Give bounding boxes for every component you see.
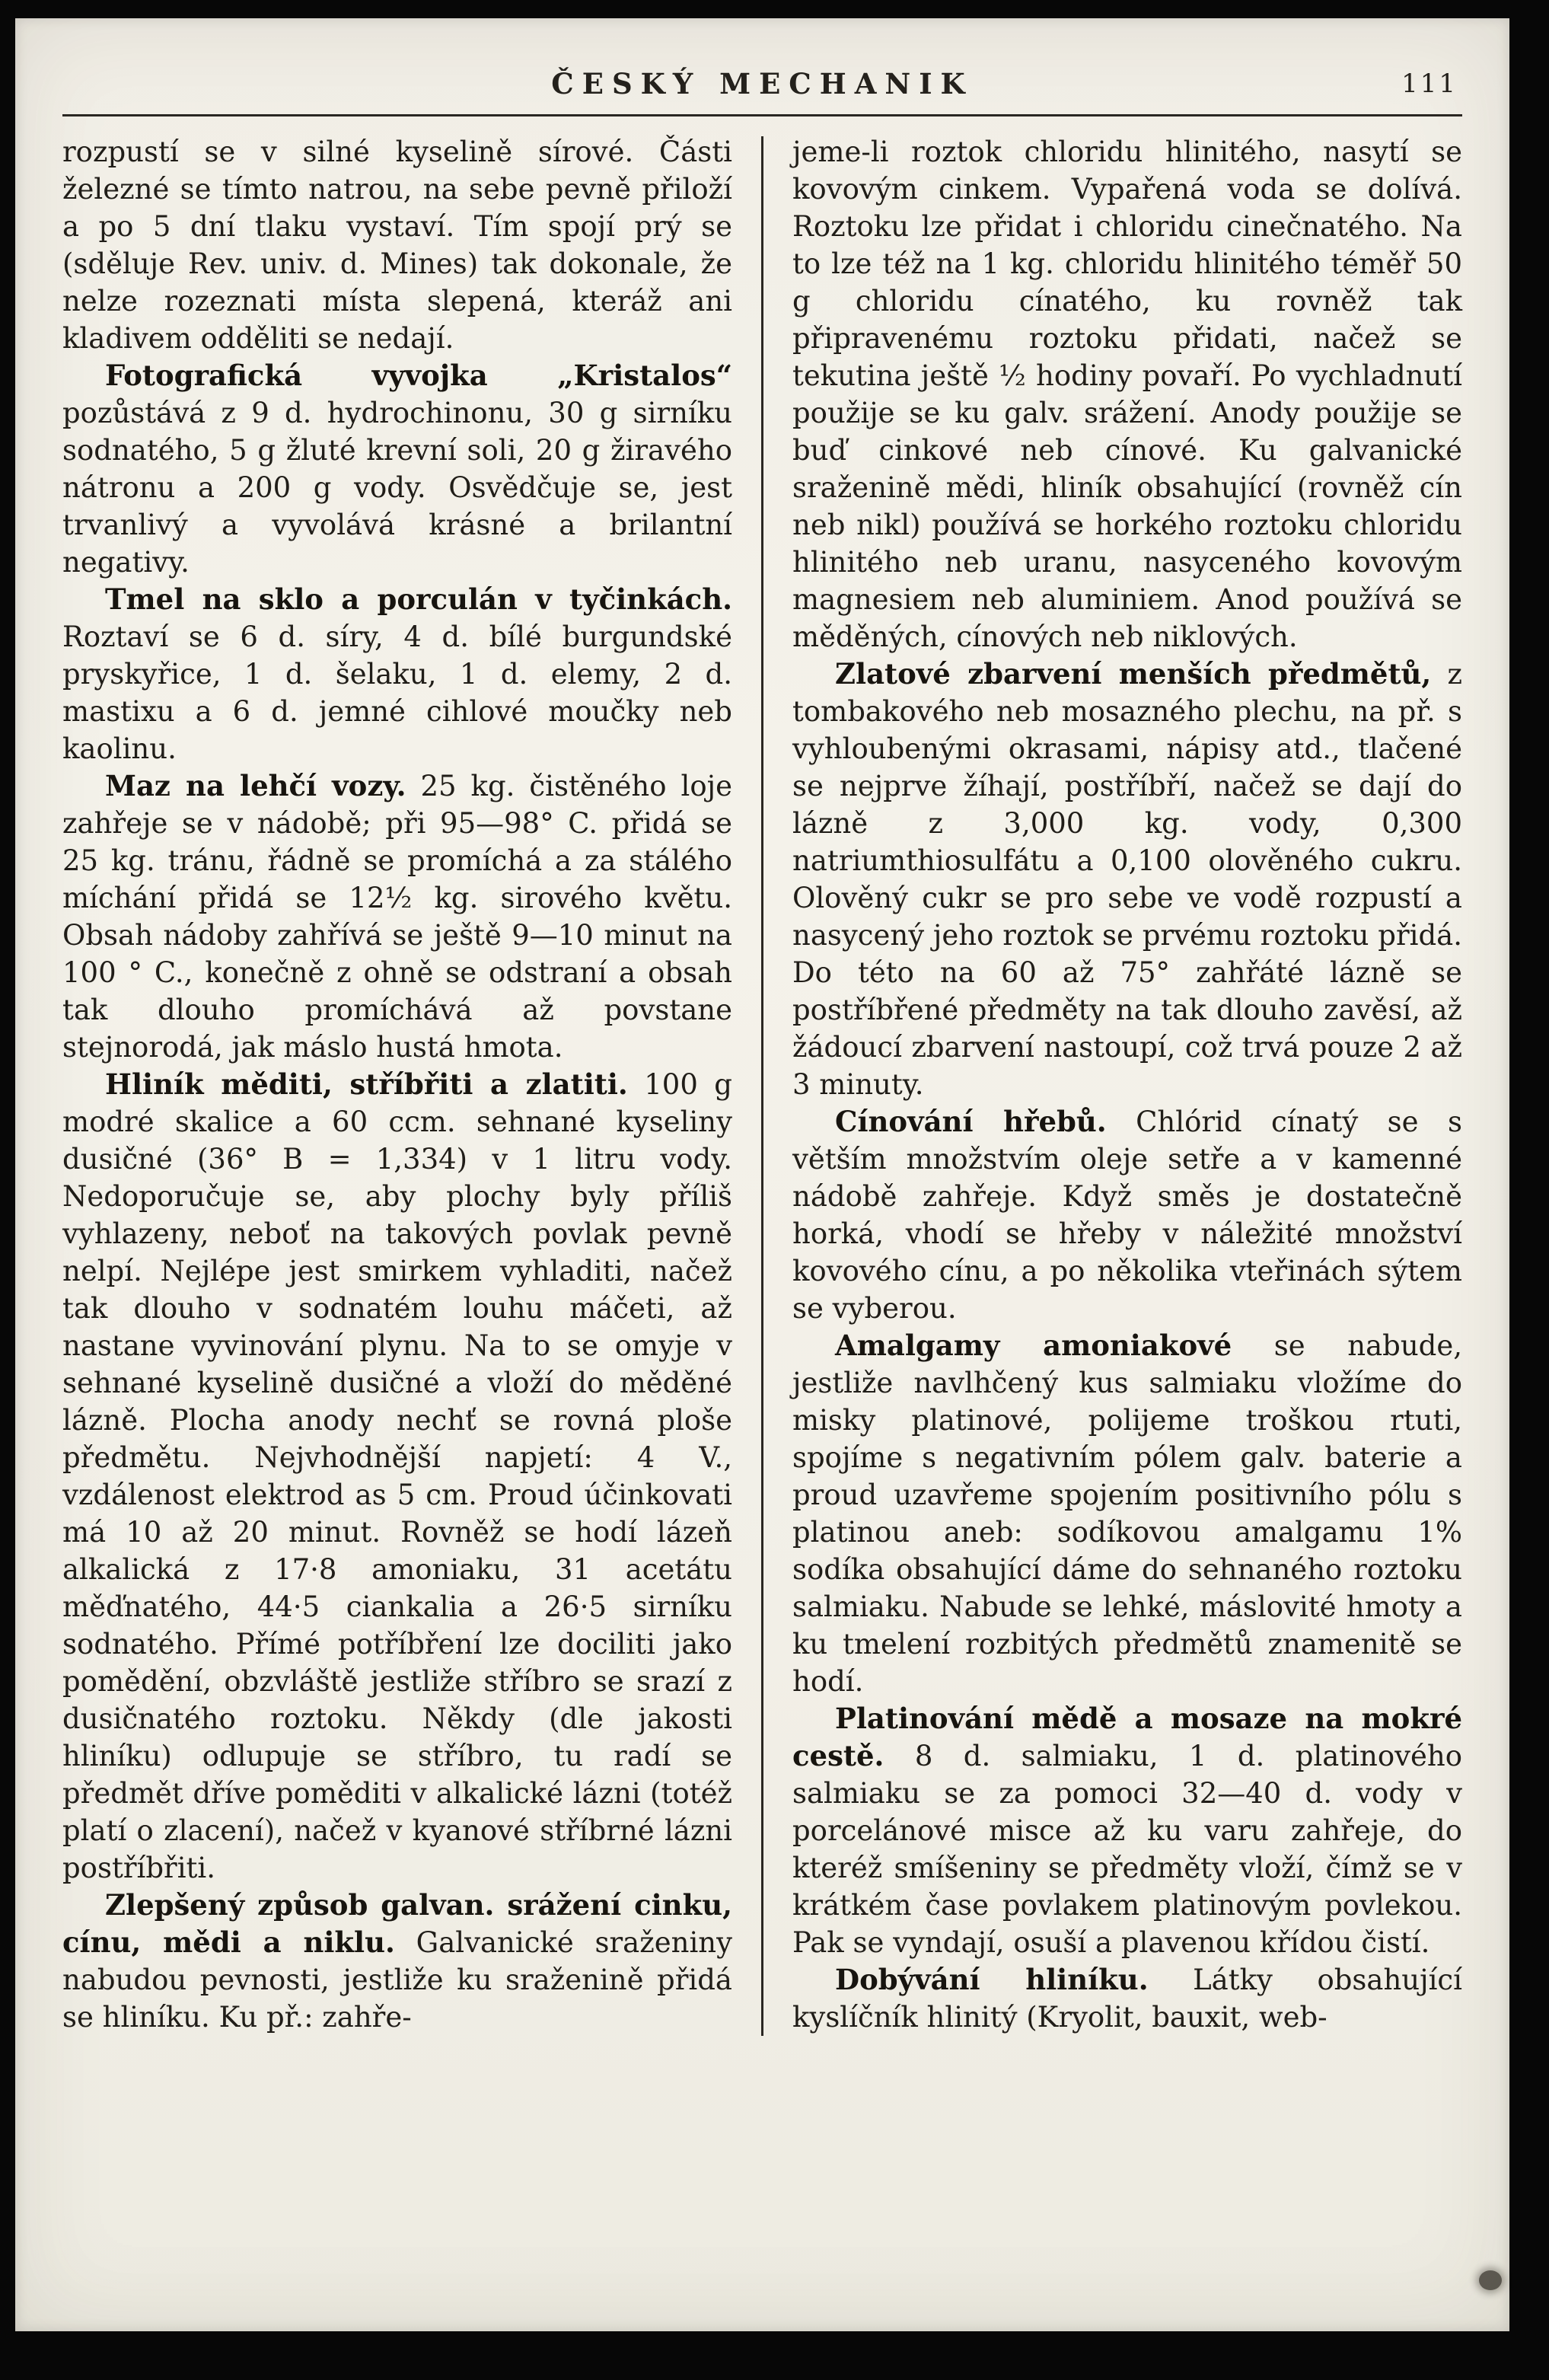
paragraph-lead: Maz na lehčí vozy.: [105, 769, 406, 802]
paper: [15, 18, 1509, 2331]
paragraph: Dobývání hliníku. Látky obsahující kyslíčník hlinitý (Kryolit, bauxit, web-: [792, 1963, 1462, 2034]
scan-artifact: [1479, 2270, 1502, 2290]
paragraph-lead: Hliník měditi, stříbřiti a zlatiti.: [105, 1067, 628, 1101]
paragraph-lead: Zlepšený způsob galvan. srážení cinku, cínu, mědi a niklu.: [62, 1888, 732, 1959]
page-header: [62, 67, 1462, 102]
paragraph: Cínování hřebů. Chlórid cínatý se s větším množstvím oleje setře a v kamenné nádobě zahřeje. Když směs je dostatečně horká, vhodí se hřeby v náležité množství kovového cínu, a po několika vteřinách sýtem se vyberou.: [792, 1105, 1462, 1325]
paragraph: jeme-li roztok chloridu hlinitého, nasytí se kovovým cinkem. Vypařená voda se dolívá. Roztoku lze přidat i chloridu cinečnatého. Na to lze též na 1 kg. chloridu hlinitého téměř 50 g chloridu cínatého, ku rovněž tak připravenému roztoku přidati, načež se tekutina ještě ½ hodiny povaří. Po vychladnutí použije se ku galv. srážení. Anody použije se buď cinkové neb cínové. Ku galvanické sraženině mědi, hliník obsahující (rovněž cín neb nikl) používá se horkého roztoku chloridu hlinitého neb uranu, nasyceného kovovým magnesiem neb aluminiem. Anod používá se měděných, cínových neb niklových.: [792, 136, 1462, 653]
paragraph: rozpustí se v silné kyselině sírové. Části železné se tímto natrou, na sebe pevně přiloží a po 5 dní tlaku vystaví. Tím spojí prý se (sděluje Rev. univ. d. Mines) tak dokonale, že nelze rozeznati místa slepená, kteráž ani kladivem odděliti se nedají.: [62, 136, 732, 355]
column-right: [792, 133, 1462, 2036]
paragraph: Hliník měditi, stříbřiti a zlatiti. 100 g modré skalice a 60 ccm. sehnané kyseliny dusičné (36° B = 1,334) v 1 litru vody. Nedoporučuje se, aby plochy byly příliš vyhlazeny, neboť na takových povlak pevně nelpí. Nejlépe jest smirkem vyhladiti, načež tak dlouho v sodnatém louhu máčeti, až nastane vyvinování plynu. Na to se omyje v sehnané kyselině dusičné a vloží do měděné lázně. Plocha anody nechť se rovná ploše předmětu. Nejvhodnější napjetí: 4 V., vzdálenost elektrod as 5 cm. Proud účinkovati má 10 až 20 minut. Rovněž se hodí lázeň alkalická z 17·8 amoniaku, 31 acetátu měďnatého, 44·5 ciankalia a 26·5 sirníku sodnatého. Přímé potříbření lze dociliti jako pomědění, obzvláště jestliže stříbro se srazí z dusičnatého roztoku. Někdy (dle jakosti hliníku) odlupuje se stříbro, tu radí se předmět dříve poměditi v alkalické lázni (totéž platí o zlacení), načež v kyanové stříbrné lázni postříbřiti.: [62, 1067, 732, 1884]
header-rule: [62, 114, 1462, 116]
column-left: [62, 133, 732, 2036]
paragraph: Fotografická vyvojka „Kristalos“ pozůstává z 9 d. hydrochinonu, 30 g sirníku sodnatého, 5 g žluté krevní soli, 20 g žiravého nátronu a 200 g vody. Osvědčuje se, jest trvanlivý a vyvolává krásné a brilantní negativy.: [62, 359, 732, 579]
paragraph: Zlatové zbarvení menších předmětů, z tombakového neb mosazného plechu, na př. s vyhloubenými okrasami, nápisy atd., tlačené se nejprve žíhají, postříbří, načež se dají do lázně z 3,000 kg. vody, 0,300 natriumthiosulfátu a 0,100 olověného cukru. Olověný cukr se pro sebe ve vodě rozpustí a nasycený jeho roztok se prvému roztoku přidá. Do této na 60 až 75° zahřáté lázně se postříbřené předměty na tak dlouho zavěsí, až žádoucí zbarvení nastoupí, což trvá pouze 2 až 3 minuty.: [792, 657, 1462, 1101]
paragraph-lead: Fotografická vyvojka „Kristalos“: [105, 359, 732, 392]
paragraph-lead: Tmel na sklo a porculán v tyčinkách.: [105, 582, 732, 616]
text-columns: [62, 133, 1462, 2036]
paragraph: Zlepšený způsob galvan. srážení cinku, cínu, mědi a niklu. Galvanické sraženiny nabudou pevnosti, jestliže ku sraženině přidá se hliníku. Ku př.: zahře-: [62, 1888, 733, 2034]
paragraph: Maz na lehčí vozy. 25 kg. čistěného loje zahřeje se v nádobě; při 95—98° C. přidá se 25 kg. tránu, řádně se promíchá a za stálého míchání přidá se 12½ kg. sirového květu. Obsah nádoby zahřívá se ještě 9—10 minut na 100 ° C., konečně z ohně se odstraní a obsah tak dlouho promíchává až povstane stejnorodá, jak máslo hustá hmota.: [62, 769, 732, 1064]
paragraph-lead: Zlatové zbarvení menších předmětů,: [835, 657, 1432, 691]
page-number: 111: [1401, 69, 1458, 99]
paragraph-lead: Dobývání hliníku.: [835, 1963, 1149, 1996]
paragraph-lead: Amalgamy amoniakové: [835, 1329, 1232, 1362]
column-divider: [761, 136, 763, 2036]
journal-title: ČESKÝ MECHANIK: [551, 67, 974, 100]
paragraph: Amalgamy amoniakové se nabude, jestliže navlhčený kus salmiaku vložíme do misky platinové, polijeme troškou rtuti, spojíme s negativním pólem galv. baterie a proud uzavřeme spojením positivního pólu s platinou aneb: sodíkovou amalgamu 1% sodíka obsahující dáme do sehnaného roztoku salmiaku. Nabude se lehké, máslovité hmoty a ku tmelení rozbitých předmětů znamenitě se hodí.: [792, 1329, 1462, 1698]
paragraph: Tmel na sklo a porculán v tyčinkách. Roztaví se 6 d. síry, 4 d. bílé burgundské pryskyřice, 1 d. šelaku, 1 d. elemy, 2 d. mastixu a 6 d. jemné cihlové moučky neb kaolinu.: [62, 582, 732, 765]
paragraph: Platinování mědě a mosaze na mokré cestě. 8 d. salmiaku, 1 d. platinového salmiaku se za pomoci 32—40 d. vody v porcelánové misce až ku varu zahřeje, do kteréž smíšeniny se předměty vloží, čímž se v krátkém čase povlakem platinovým povlekou. Pak se vyndají, osuší a plavenou křídou čistí.: [792, 1702, 1462, 1959]
paragraph-lead: Cínování hřebů.: [835, 1105, 1107, 1138]
paragraph-lead: Platinování mědě a mosaze na mokré cestě.: [792, 1702, 1462, 1772]
